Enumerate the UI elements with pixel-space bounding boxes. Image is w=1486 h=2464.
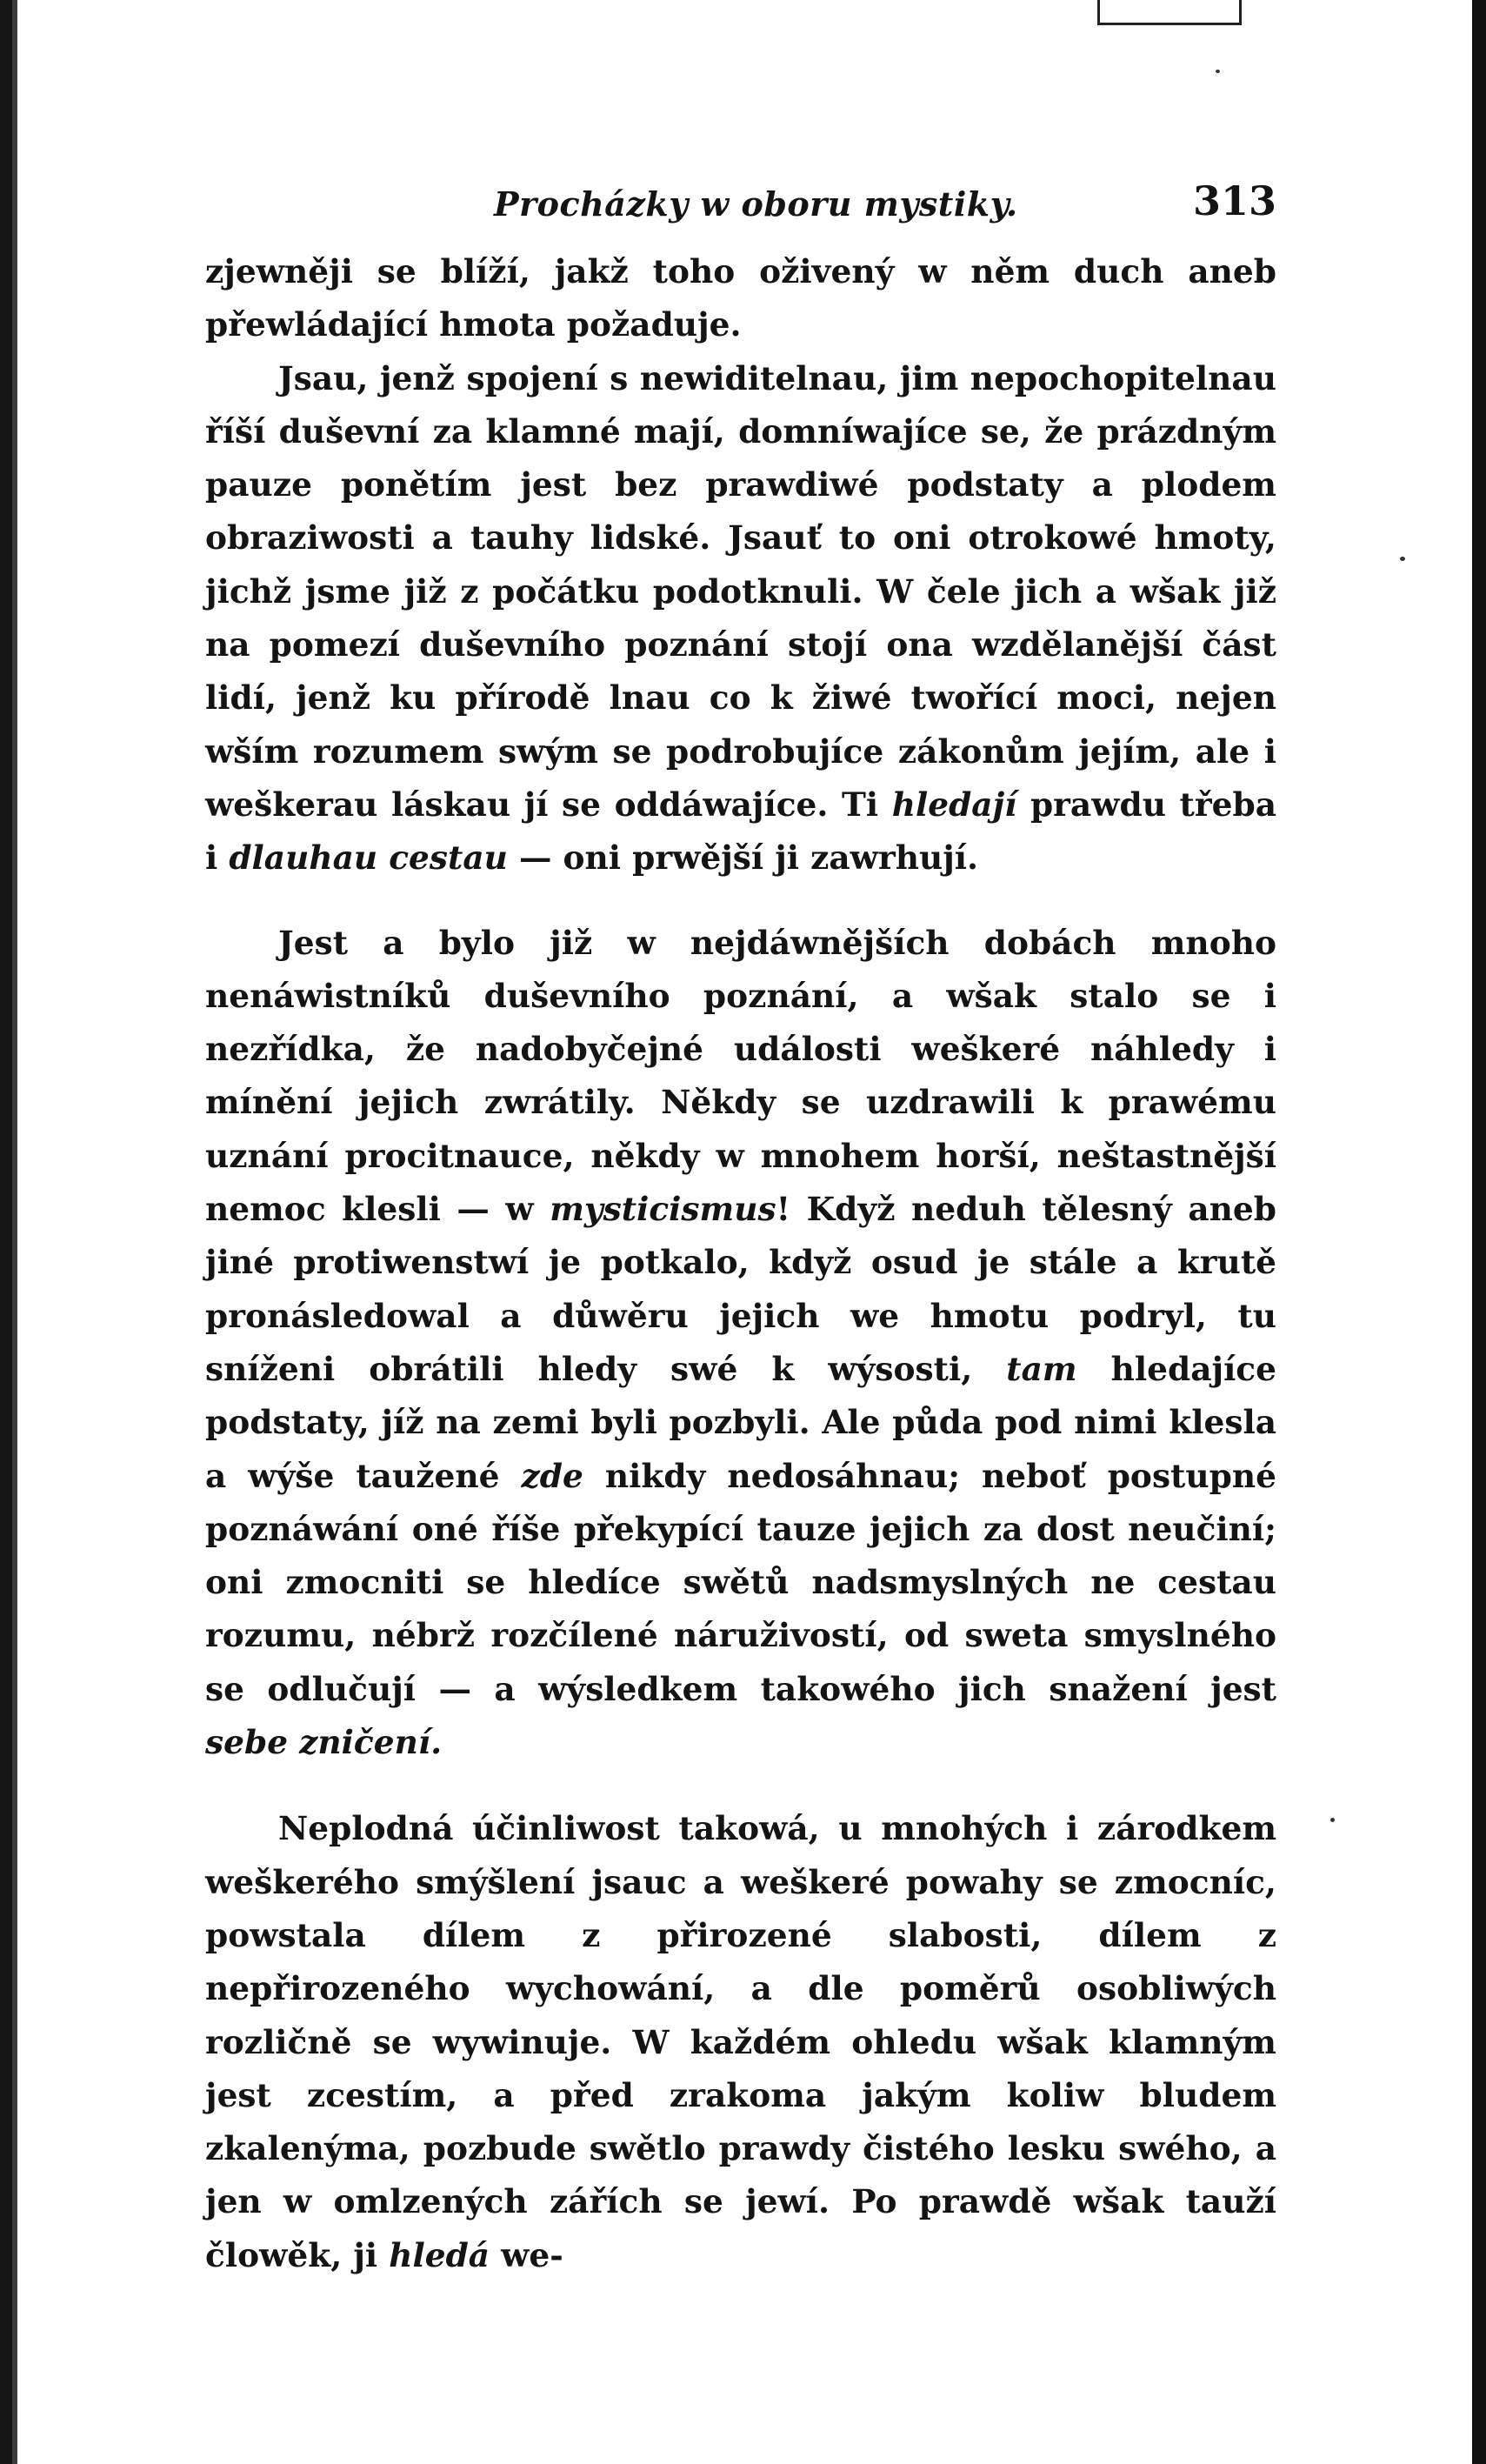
emphasis: sebe zničení.: [205, 1723, 443, 1762]
text-run: we-: [490, 2235, 563, 2274]
text-run: Jest a bylo již w nejdáwnějších dobách mnoho nenáwistníků duševního poznání, a wšak stalo se i nezřídka, že nadobyčejné události weškeré náhledy i mínění jejich zwrátily. Někdy se uzdrawili k prawému uznání procitnauce, někdy w mnohem horší, neštastnější nemoc klesli — w: [205, 923, 1276, 1229]
scan-border-right: [1472, 0, 1486, 2464]
emphasis: zde: [521, 1456, 583, 1495]
text-run: ! Když neduh tělesný aneb jiné protiwenstwí je potkalo, když osud je stále a krutě pronásledowal a důwěru jejich we hmotu podryl, tu sníženi obrátili hledy swé k wýsosti,: [205, 1190, 1277, 1388]
emphasis: dlauhau cestau: [229, 838, 508, 878]
emphasis: hledají: [891, 785, 1017, 824]
scan-artifact-mark: [1097, 0, 1242, 25]
text-run: — oni prwější ji zawrhují.: [507, 838, 979, 878]
scan-speck: [1216, 70, 1220, 73]
running-header: [205, 174, 1276, 245]
paragraph-2: [205, 352, 1276, 885]
paragraph-1: [205, 245, 1276, 352]
scan-border-left-shadow: [12, 0, 17, 2464]
scan-speck: [1400, 557, 1405, 561]
emphasis: hledá: [389, 2235, 490, 2274]
scan-border-left: [0, 0, 12, 2464]
paragraph-3: [205, 917, 1276, 1770]
text-run: zjewněji se blíží, jakž toho oživený w něm duch aneb přewládající hmota požaduje.: [205, 252, 1276, 344]
emphasis: mysticismus: [550, 1190, 776, 1229]
running-title: Procházky w oboru mystiky.: [494, 184, 1018, 224]
book-page: [205, 174, 1276, 2282]
scan-speck: [1330, 1818, 1335, 1822]
text-run: nikdy nedosáhnau; neboť postupné poznáwání oné říše překypící tauze jejich za dost neučiní; oni zmocniti se hledíce swětů nadsmyslných ne cestau rozumu, nébrž rozčílené náruživostí, od sweta smyslného se odlučují — a wýsledkem takowého jich snažení jest: [205, 1456, 1276, 1708]
emphasis: tam: [1006, 1349, 1077, 1388]
text-run: prawdu třeba i: [205, 785, 1276, 878]
page-number: 313: [1192, 177, 1276, 224]
paragraph-4: [205, 1802, 1276, 2282]
text-run: Neplodná účinliwost takowá, u mnohých i zárodkem weškerého smýšlení jsauc a weškeré powahy se zmocníc, powstala dílem z přirozené slabosti, dílem z nepřirozeného wychowání, a dle poměrů osobliwých rozličně se wywinuje. W každém ohledu wšak klamným jest zcestím, a před zrakoma jakým koliw bludem zkalenýma, pozbude swětlo prawdy čistého lesku swého, a jen w omlzených zářích se jewí. Po prawdě wšak tauží člowěk, ji: [205, 1809, 1276, 2274]
text-run: Jsau, jenž spojení s newiditelnau, jim nepochopitelnau říší duševní za klamné mají, domníwajíce se, že prázdným pauze ponětím jest bez prawdiwé podstaty a plodem obraziwosti a tauhy lidské. Jsauť to oni otrokowé hmoty, jichž jsme již z počátku podotknuli. W čele jich a wšak již na pomezí duševního poznání stojí ona wzdělanější část lidí, jenž ku přírodě lnau co k žiwé twořící moci, nejen wším rozumem swým se podrobujíce zákonům jejím, ale i weškerau láskau jí se oddáwajíce. Ti: [205, 358, 1276, 824]
text-run: hledajíce podstaty, jíž na zemi byli pozbyli. Ale půda pod nimi klesla a wýše taužené: [205, 1349, 1277, 1495]
